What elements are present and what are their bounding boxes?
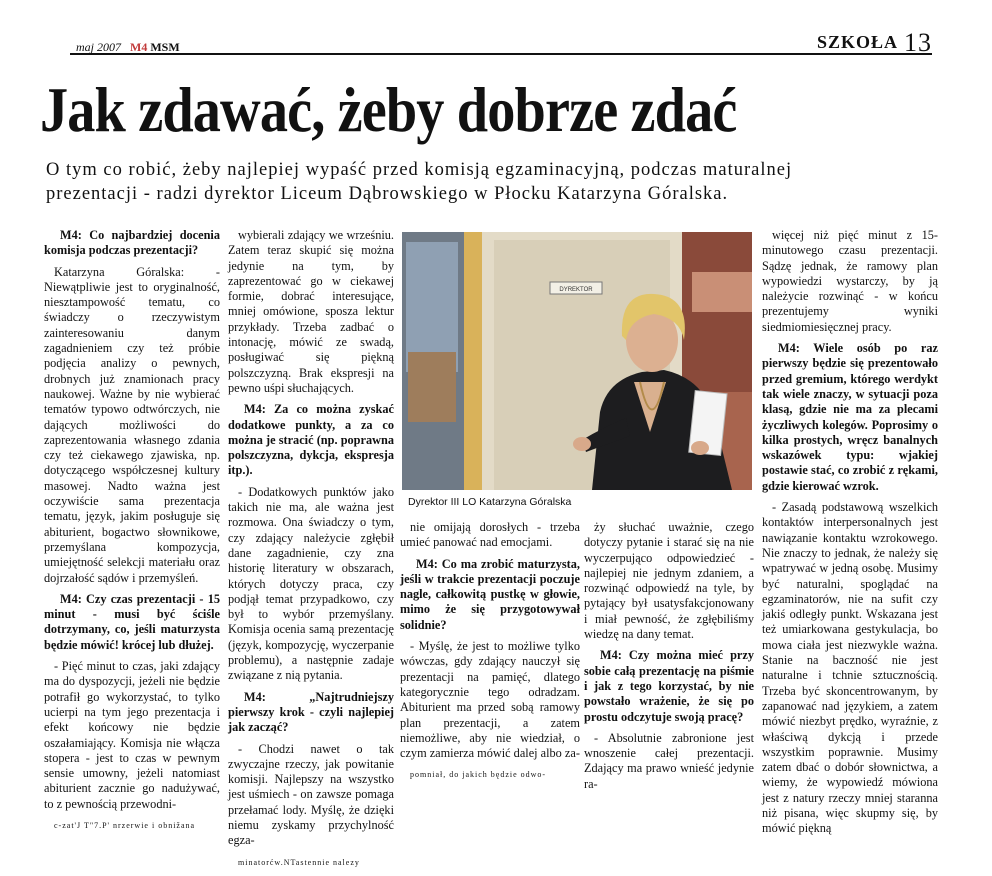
article-paragraph: wybierali zdający we wrześniu. Zatem teraz skupić się można jedynie na tym, by zaprezentować go w ciekawej formie, dobrać interesujące, mniej omówione, sposza lektur przykłady. Trzeba zadbać o intonację, mówić ze swadą, posługiwać się piękną polszczyzną. Brak ekspresji na pewno uśpi słuchających. xyxy=(228,228,394,395)
column-2 xyxy=(228,228,394,876)
article-paragraph: ży słuchać uważnie, czego dotyczy pytanie i starać się na nie wyczerpująco odpowiedzieć - najlepiej nie jednym zdaniem, a rozwinąć odpowiedź na tyle, by pytający był usatysfakcjonowany i miał pewność, że zgłębiliśmy wiedzę na dany temat. xyxy=(584,520,754,642)
column-5 xyxy=(762,228,938,843)
article-paragraph: Katarzyna Góralska: - Niewątpliwie jest to oryginalność, niesztampowość tematu, co świadczy o rzeczywistym zainteresowaniu danym zagadnieniem czy też próbie podjęcia analizy o pewnych, drobnych już znamionach pracy naukowej. Ważne by nie wybierać tematów typowo odtwórczych, nie dających możliwości do zaprezentowania własnego zdania czy też ciekawego zjawiska, np. dotyczącego współczesnej kultury masowej. Nadto ważna jest oczywiście sama prezentacja tematu, język, jakim posługuje się abiturient, bogactwo słownikowe, przemyślana kompozycja, umiejętność selekcji materiału oraz dojrzałość sądów i przemyśleń. xyxy=(44,264,220,585)
article-paragraph: c-zat'J T"7.P' nrzerwie i obnižana xyxy=(54,820,196,830)
column-3 xyxy=(400,520,580,789)
photo-illustration xyxy=(402,232,752,490)
page-number: 13 xyxy=(904,28,932,57)
article-paragraph: - Pięć minut to czas, jaki zdający ma do dyspozycji, jeżeli nie będzie potrafił go wykorzystać, to tylko ucierpi na tym jego prezentacja i efekt końcowy nie będzie oszałamiający. Komisja nie włącza stopera - jest to czas w pewnym sensie umowny, jeżeli natomiast abiturient zacznie go nadużywać, to z pewnością przewodni- xyxy=(44,659,220,811)
article-paragraph: - Myślę, że jest to możliwe tylko wówczas, gdy zdający nauczył się prezentacji na pamięć, dlatego kategorycznie tego odradzam. Abiturient ma przed sobą ramowy plan prezentacji, a zatem niemożliwe, aby nie wiedział, o czym zamierza mówić dalej albo za- xyxy=(400,639,580,761)
photo-caption: Dyrektor III LO Katarzyna Góralska xyxy=(408,496,572,508)
interview-question: M4: Czy można mieć przy sobie całą prezentację na piśmie i jak z tego korzystać, by nie powstało wrażenie, że się po prostu odczytuje swoją pracę? xyxy=(584,648,754,724)
column-4 xyxy=(584,520,754,798)
interview-question: M4: Za co można zyskać dodatkowe punkty, a za co można je stracić (np. poprawna polszczyzna, dykcja, ekspresja itp.). xyxy=(228,402,394,478)
article-paragraph: więcej niż pięć minut z 15-minutowego czasu prezentacji. Sądzę jednak, że ramowy plan wypowiedzi wystarczy, by ją należycie rozwinąć - w końcu prezentujemy wyniki siedmiomiesięcznej pracy. xyxy=(762,228,938,334)
director-photo xyxy=(402,232,752,490)
interview-question: M4: Wiele osób po raz pierwszy będzie się prezentowało przed gremium, którego werdykt tak wiele znaczy, w sytuacji poza klasą, gdzie nie ma za plecami życzliwych kolegów. Poprosimy o kilka prostych, wręcz banalnych wskazówek typu: wjakiej postawie stać, co zrobić z rękami, gdzie kierować wzrok. xyxy=(762,341,938,493)
article-paragraph: - Chodzi nawet o tak zwyczajne rzeczy, jak powitanie komisji. Najlepszy na wszystko jest uśmiech - on zawsze pomaga przełamać lody. Myślę, że dzięki niemu zyskamy przychylność egza- xyxy=(228,741,394,848)
lead-paragraph xyxy=(46,158,946,206)
interview-question: M4: „Najtrudniejszy pierwszy krok - czyli najlepiej jak zacząć? xyxy=(228,689,394,735)
interview-question: M4: Co ma zrobić maturzysta, jeśli w trakcie prezentacji poczuje nagle, całkowitą pustkę w głowie, mimo że się przygotowywał solidnie? xyxy=(400,556,580,632)
interview-question: M4: Co najbardziej docenia komisja podczas prezentacji? xyxy=(44,228,220,258)
issue-date: maj 2007 xyxy=(76,40,121,54)
door-sign-label: DYREKTOR xyxy=(559,287,593,293)
lead-line: prezentacji - radzi dyrektor Liceum Dąbrowskiego w Płocku Katarzyna Góralska. xyxy=(46,184,729,204)
article-paragraph: minatorćw.NTastennie nalezy xyxy=(238,857,360,867)
article-paragraph: nie omijają dorosłych - trzeba umieć panować nad emocjami. xyxy=(400,520,580,550)
article-paragraph: pomniał, do jakich będzie odwo- xyxy=(410,770,547,780)
column-1 xyxy=(44,228,220,839)
interview-question: M4: Czy czas prezentacji - 15 minut - musi być ściśle dotrzymany, co, jeśli maturzysta będzie mówić! krócej lub dłużej. xyxy=(44,591,220,652)
article-paragraph: - Zasadą podstawową wszelkich kontaktów interpersonalnych jest nawiązanie kontaktu wzrokowego. Nie znaczy to jednak, że należy się wpatrywać w jedną osobę. Musimy być naturalni, spoglądać na egzaminatorów, nie na sufit czy jakiś odległy punkt. Wskazana jest też umiarkowana gestykulacja, bo mowa ciała jest niezwykle ważna. Stanie na baczność nie jest naturalne i tchnie sztucznością. Trzeba być skoncentrowanym, by zapanować nad językiem, a zatem mówić niezbyt prędko, wyraźnie, z właściwą dykcją i przede wszystkim poprawnie. Musimy zatem dbać o dobór słownictwa, a wiemy, że wypowiedź mówiona jest z natury rzeczy mniej staranna niż pisana, więc skupmy się, by mówić piękną xyxy=(762,500,938,836)
header-rule xyxy=(70,53,932,55)
article-paragraph: - Dodatkowych punktów jako takich nie ma, ale ważna jest rozmowa. Ona świadczy o tym, czy zdający należycie zgłębił dane zagadnienie, czy zna historię literatury w obszarach, których dotyczy praca, czy podjął temat przypadkowo, czy był to wybór przemyślany. Komisja ocenia samą prezentację (język, kompozycję, wyczerpanie problemu), a następnie zadaje związane z nią pytania. xyxy=(228,484,394,683)
lead-line: O tym co robić, żeby najlepiej wypaść przed komisją egzaminacyjną, podczas maturalnej xyxy=(46,160,793,180)
section-name: SZKOŁA xyxy=(816,32,898,52)
brand-m4: M4 xyxy=(130,40,148,54)
headline: Jak zdawać, żeby dobrze zdać xyxy=(40,74,737,145)
brand-msm: MSM xyxy=(150,40,180,54)
article-paragraph: - Absolutnie zabronione jest wnoszenie całej prezentacji. Zdający ma prawo wnieść jedynie ra- xyxy=(584,730,754,791)
page-header xyxy=(0,0,992,56)
